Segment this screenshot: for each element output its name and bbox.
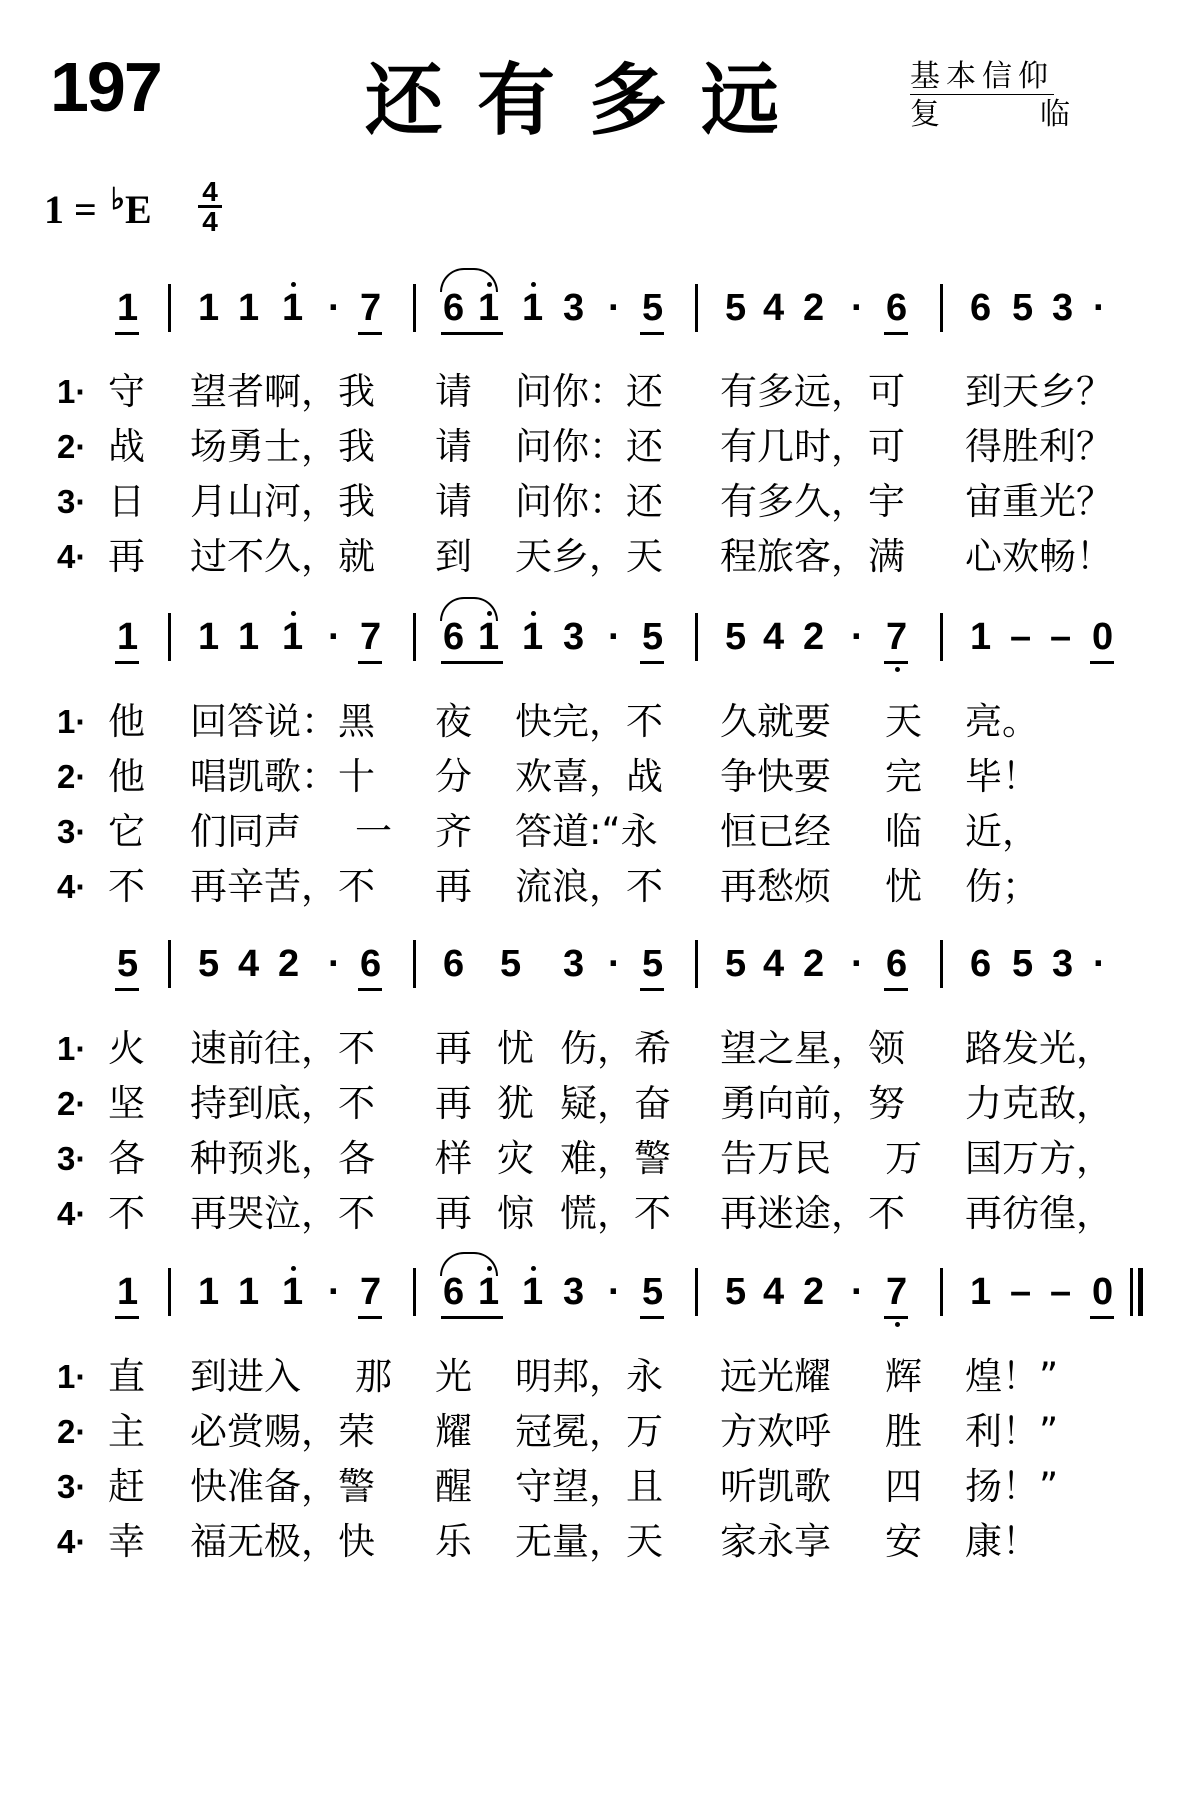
lyric: 近，: [965, 810, 1039, 853]
dot: ·: [1093, 287, 1106, 329]
barline: [940, 613, 943, 661]
underline: [1090, 661, 1114, 664]
note-row: [0, 942, 1200, 1012]
lyric: 耀: [435, 1410, 472, 1453]
lyric: 亮。: [965, 700, 1039, 743]
dot: ·: [608, 287, 621, 329]
barline: [413, 284, 416, 332]
lyric-line: [0, 1465, 1200, 1515]
underline: [441, 661, 503, 664]
barline: [413, 613, 416, 661]
time-top: 4: [202, 176, 218, 207]
lyric: 程旅客，满: [720, 535, 905, 578]
lyric: 难，警: [560, 1137, 671, 1180]
verse-number: 4·: [57, 538, 87, 575]
underline: [884, 661, 908, 664]
verse-number: 3·: [57, 483, 87, 520]
dot: ·: [608, 616, 621, 658]
underline: [441, 332, 503, 335]
lyric: 他: [108, 755, 145, 798]
lyric: 力克敌，: [965, 1082, 1113, 1125]
barline: [940, 284, 943, 332]
lyric: 它: [108, 810, 145, 853]
note: 5: [725, 1271, 747, 1313]
barline: [695, 613, 698, 661]
high-octave-dot: [531, 282, 536, 287]
lyric-line: [0, 1082, 1200, 1132]
note: 1: [117, 1271, 139, 1313]
lyric: 胜: [885, 1410, 922, 1453]
dot: ·: [851, 943, 864, 985]
verse-number: 1·: [57, 1358, 87, 1395]
underline: [115, 988, 139, 991]
lyric-line: [0, 700, 1200, 750]
lyric: 望之星，领: [720, 1027, 905, 1070]
lyric: 快完，不: [515, 700, 663, 743]
lyric: 辉: [885, 1355, 922, 1398]
underline: [358, 988, 382, 991]
lyric: 利！”: [965, 1410, 1059, 1453]
verse-number: 3·: [57, 1468, 87, 1505]
lyric: 到: [435, 535, 472, 578]
key-signature: [44, 183, 152, 232]
barline: [168, 284, 171, 332]
verse-number: 2·: [57, 1413, 87, 1450]
lyric-line: [0, 755, 1200, 805]
note: 5: [198, 943, 220, 985]
lyric: 再: [435, 1082, 472, 1125]
underline: [884, 988, 908, 991]
lyric: 灾: [497, 1137, 534, 1180]
note: 6: [443, 287, 465, 329]
note: 2: [278, 943, 300, 985]
lyric: 请: [435, 425, 472, 468]
note: 1: [970, 616, 992, 658]
lyric: 赶: [108, 1465, 145, 1508]
dash: –: [1050, 1271, 1072, 1313]
low-octave-dot: [895, 1322, 900, 1327]
lyric: 煌！”: [965, 1355, 1059, 1398]
lyric: 再辛苦，不: [190, 865, 375, 908]
dot: ·: [328, 1271, 341, 1313]
note: 5: [1012, 943, 1034, 985]
lyric: 欢喜，战: [515, 755, 663, 798]
note: 1: [522, 287, 544, 329]
author-char: 临: [1040, 97, 1070, 132]
note-row: [0, 1270, 1200, 1340]
lyric: 天乡，天: [515, 535, 663, 578]
lyric: 问你：还: [515, 480, 663, 523]
lyric: 守望，且: [515, 1465, 663, 1508]
barline: [940, 1268, 943, 1316]
time-bottom: 4: [202, 206, 218, 237]
lyric: 主: [108, 1410, 145, 1453]
lyric: 再哭泣，不: [190, 1192, 375, 1235]
high-octave-dot: [487, 611, 492, 616]
note: 5: [642, 287, 664, 329]
note: 7: [360, 1271, 382, 1313]
lyric: 不: [108, 1192, 145, 1235]
lyric: 必赏赐，荣: [190, 1410, 375, 1453]
lyric: 听凯歌: [720, 1465, 831, 1508]
lyric: 回答说：黑: [190, 700, 375, 743]
lyric-line: [0, 810, 1200, 860]
hymn-number: 197: [50, 48, 161, 126]
note: 2: [803, 1271, 825, 1313]
lyric: 毕！: [965, 755, 1039, 798]
lyric: 齐: [435, 810, 472, 853]
verse-number: 4·: [57, 1195, 87, 1232]
note: 1: [117, 616, 139, 658]
underline: [640, 661, 664, 664]
note: 5: [500, 943, 522, 985]
verse-number: 1·: [57, 373, 87, 410]
lyric: 光: [435, 1355, 472, 1398]
lyric: 再迷途，不: [720, 1192, 905, 1235]
barline: [413, 1268, 416, 1316]
note: 1: [478, 287, 500, 329]
lyric: 家永享: [720, 1520, 831, 1563]
lyric: 忧: [885, 865, 922, 908]
dot: ·: [608, 1271, 621, 1313]
barline: [940, 940, 943, 988]
lyric: 样: [435, 1137, 472, 1180]
underline: [115, 332, 139, 335]
lyric: 忧: [497, 1027, 534, 1070]
barline: [168, 940, 171, 988]
verse-number: 2·: [57, 758, 87, 795]
underline: [358, 332, 382, 335]
lyric: 分: [435, 755, 472, 798]
lyric: 告万民: [720, 1137, 831, 1180]
lyric: 种预兆，各: [190, 1137, 375, 1180]
note: 6: [886, 943, 908, 985]
lyric: 到进入: [190, 1355, 301, 1398]
lyric: 快准备，警: [190, 1465, 375, 1508]
note: 5: [725, 943, 747, 985]
low-octave-dot: [895, 667, 900, 672]
lyric: 直: [108, 1355, 145, 1398]
lyric: 速前往，不: [190, 1027, 375, 1070]
lyric: 有多久，宇: [720, 480, 905, 523]
lyric-line: [0, 1410, 1200, 1460]
lyric: 一: [355, 810, 392, 853]
rest: 0: [1092, 1271, 1114, 1313]
dash: –: [1050, 616, 1072, 658]
verse-number: 2·: [57, 428, 87, 465]
lyric: 争快要: [720, 755, 831, 798]
lyric-line: [0, 1192, 1200, 1242]
barline: [168, 613, 171, 661]
note: 4: [238, 943, 260, 985]
underline: [640, 1316, 664, 1319]
note: 4: [763, 943, 785, 985]
lyric: 犹: [497, 1082, 534, 1125]
time-signature: [198, 176, 222, 237]
note: 3: [563, 943, 585, 985]
lyric: 夜: [435, 700, 472, 743]
lyric: 唱凯歌：十: [190, 755, 375, 798]
note: 7: [886, 1271, 908, 1313]
underline: [358, 1316, 382, 1319]
lyric: 天: [885, 700, 922, 743]
lyric: 不: [108, 865, 145, 908]
lyric: 们同声: [190, 810, 301, 853]
lyric: 安: [885, 1520, 922, 1563]
lyric: 火: [108, 1027, 145, 1070]
note: 3: [563, 1271, 585, 1313]
lyric: 伤；: [965, 865, 1039, 908]
lyric: 远光耀: [720, 1355, 831, 1398]
note: 5: [642, 943, 664, 985]
lyric: 四: [885, 1465, 922, 1508]
final-barline-thick: [1138, 1268, 1143, 1316]
note: 1: [282, 616, 304, 658]
note: 6: [443, 616, 465, 658]
lyric: 再愁烦: [720, 865, 831, 908]
note: 2: [803, 616, 825, 658]
lyric: 请: [435, 370, 472, 413]
note: 6: [443, 943, 465, 985]
flat-icon: ♭: [110, 183, 125, 216]
dot: ·: [1093, 943, 1106, 985]
note: 3: [563, 616, 585, 658]
verse-number: 1·: [57, 703, 87, 740]
lyric: 他: [108, 700, 145, 743]
note: 6: [443, 1271, 465, 1313]
note: 5: [642, 616, 664, 658]
note: 3: [1052, 943, 1074, 985]
lyric-line: [0, 1355, 1200, 1405]
note: 3: [563, 287, 585, 329]
lyric: 那: [355, 1355, 392, 1398]
note: 1: [522, 1271, 544, 1313]
note: 1: [478, 1271, 500, 1313]
verse-number: 2·: [57, 1085, 87, 1122]
note: 1: [478, 616, 500, 658]
note: 4: [763, 616, 785, 658]
lyric: 再: [108, 535, 145, 578]
lyric: 请: [435, 480, 472, 523]
high-octave-dot: [291, 611, 296, 616]
lyric: 勇向前，努: [720, 1082, 905, 1125]
key-prefix: 1 =: [44, 187, 107, 232]
category-label: 基本信仰: [910, 59, 1054, 94]
lyric: 方欢呼: [720, 1410, 831, 1453]
note: 6: [886, 287, 908, 329]
note: 1: [238, 287, 260, 329]
note: 6: [970, 287, 992, 329]
lyric: 到天乡？: [965, 370, 1113, 413]
verse-number: 4·: [57, 868, 87, 905]
hymn-title: 还有多远: [365, 56, 814, 146]
lyric: 各: [108, 1137, 145, 1180]
barline: [695, 1268, 698, 1316]
lyric: 问你：还: [515, 425, 663, 468]
author-label: [910, 98, 1070, 132]
barline: [413, 940, 416, 988]
note-row: [0, 615, 1200, 685]
lyric: 幸: [108, 1520, 145, 1563]
lyric-line: [0, 535, 1200, 585]
lyric: 过不久，就: [190, 535, 375, 578]
underline: [1090, 1316, 1114, 1319]
dot: ·: [851, 287, 864, 329]
note: 5: [725, 287, 747, 329]
lyric: 有几时，可: [720, 425, 905, 468]
lyric: 持到底，不: [190, 1082, 375, 1125]
note-row: [0, 286, 1200, 356]
lyric: 路发光，: [965, 1027, 1113, 1070]
note: 1: [238, 616, 260, 658]
lyric: 明邦，永: [515, 1355, 663, 1398]
underline: [441, 1316, 503, 1319]
lyric: 乐: [435, 1520, 472, 1563]
underline: [884, 1316, 908, 1319]
barline: [168, 1268, 171, 1316]
lyric: 再彷徨，: [965, 1192, 1113, 1235]
lyric: 日: [108, 480, 145, 523]
lyric: 伤，希: [560, 1027, 671, 1070]
lyric: 月山河，我: [190, 480, 375, 523]
note: 2: [803, 943, 825, 985]
lyric: 临: [885, 810, 922, 853]
lyric: 万: [885, 1137, 922, 1180]
lyric: 恒已经: [720, 810, 831, 853]
lyric-line: [0, 1520, 1200, 1570]
barline: [695, 940, 698, 988]
lyric: 再: [435, 1192, 472, 1235]
lyric: 宙重光？: [965, 480, 1113, 523]
lyric-line: [0, 1027, 1200, 1077]
underline: [640, 988, 664, 991]
note: 6: [970, 943, 992, 985]
verse-number: 3·: [57, 1140, 87, 1177]
lyric: 再: [435, 865, 472, 908]
note: 7: [360, 616, 382, 658]
lyric: 无量，天: [515, 1520, 663, 1563]
high-octave-dot: [487, 1266, 492, 1271]
final-barline: [1130, 1268, 1133, 1316]
high-octave-dot: [487, 282, 492, 287]
lyric: 望者啊，我: [190, 370, 375, 413]
note: 1: [117, 287, 139, 329]
lyric: 国万方，: [965, 1137, 1113, 1180]
lyric-line: [0, 425, 1200, 475]
note: 1: [522, 616, 544, 658]
dot: ·: [851, 616, 864, 658]
lyric: 有多远，可: [720, 370, 905, 413]
verse-number: 1·: [57, 1030, 87, 1067]
key-note: E: [124, 187, 152, 232]
lyric: 守: [108, 370, 145, 413]
note: 1: [970, 1271, 992, 1313]
lyric: 心欢畅！: [965, 535, 1113, 578]
note: 5: [117, 943, 139, 985]
lyric-line: [0, 865, 1200, 915]
note: 1: [198, 616, 220, 658]
lyric: 久就要: [720, 700, 831, 743]
lyric: 扬！”: [965, 1465, 1059, 1508]
high-octave-dot: [531, 611, 536, 616]
dot: ·: [328, 943, 341, 985]
author-char: 复: [910, 97, 940, 132]
dot: ·: [851, 1271, 864, 1313]
lyric: 问你：还: [515, 370, 663, 413]
lyric: 流浪，不: [515, 865, 663, 908]
note: 1: [198, 287, 220, 329]
note: 1: [282, 1271, 304, 1313]
note: 6: [360, 943, 382, 985]
barline: [695, 284, 698, 332]
dash: –: [1010, 616, 1032, 658]
lyric: 惊: [497, 1192, 534, 1235]
lyric: 战: [108, 425, 145, 468]
underline: [115, 661, 139, 664]
lyric: 完: [885, 755, 922, 798]
note: 5: [642, 1271, 664, 1313]
rest: 0: [1092, 616, 1114, 658]
lyric: 康！: [965, 1520, 1039, 1563]
underline: [640, 332, 664, 335]
note: 7: [360, 287, 382, 329]
note: 5: [725, 616, 747, 658]
verse-number: 3·: [57, 813, 87, 850]
dash: –: [1010, 1271, 1032, 1313]
lyric: 冠冕，万: [515, 1410, 663, 1453]
dot: ·: [608, 943, 621, 985]
note: 2: [803, 287, 825, 329]
note: 4: [763, 1271, 785, 1313]
note: 4: [763, 287, 785, 329]
verse-number: 4·: [57, 1523, 87, 1560]
lyric-line: [0, 370, 1200, 420]
lyric: 再: [435, 1027, 472, 1070]
note: 7: [886, 616, 908, 658]
lyric: 慌，不: [560, 1192, 671, 1235]
note: 5: [1012, 287, 1034, 329]
lyric-line: [0, 480, 1200, 530]
high-octave-dot: [291, 1266, 296, 1271]
lyric: 福无极，快: [190, 1520, 375, 1563]
lyric: 疑，奋: [560, 1082, 671, 1125]
note: 3: [1052, 287, 1074, 329]
lyric: 坚: [108, 1082, 145, 1125]
note: 1: [238, 1271, 260, 1313]
lyric: 场勇士，我: [190, 425, 375, 468]
dot: ·: [328, 287, 341, 329]
lyric: 答道:“永: [515, 810, 658, 853]
note: 1: [282, 287, 304, 329]
high-octave-dot: [531, 1266, 536, 1271]
lyric-line: [0, 1137, 1200, 1187]
lyric: 醒: [435, 1465, 472, 1508]
high-octave-dot: [291, 282, 296, 287]
lyric: 得胜利？: [965, 425, 1113, 468]
underline: [884, 332, 908, 335]
note: 1: [198, 1271, 220, 1313]
dot: ·: [328, 616, 341, 658]
underline: [358, 661, 382, 664]
underline: [115, 1316, 139, 1319]
